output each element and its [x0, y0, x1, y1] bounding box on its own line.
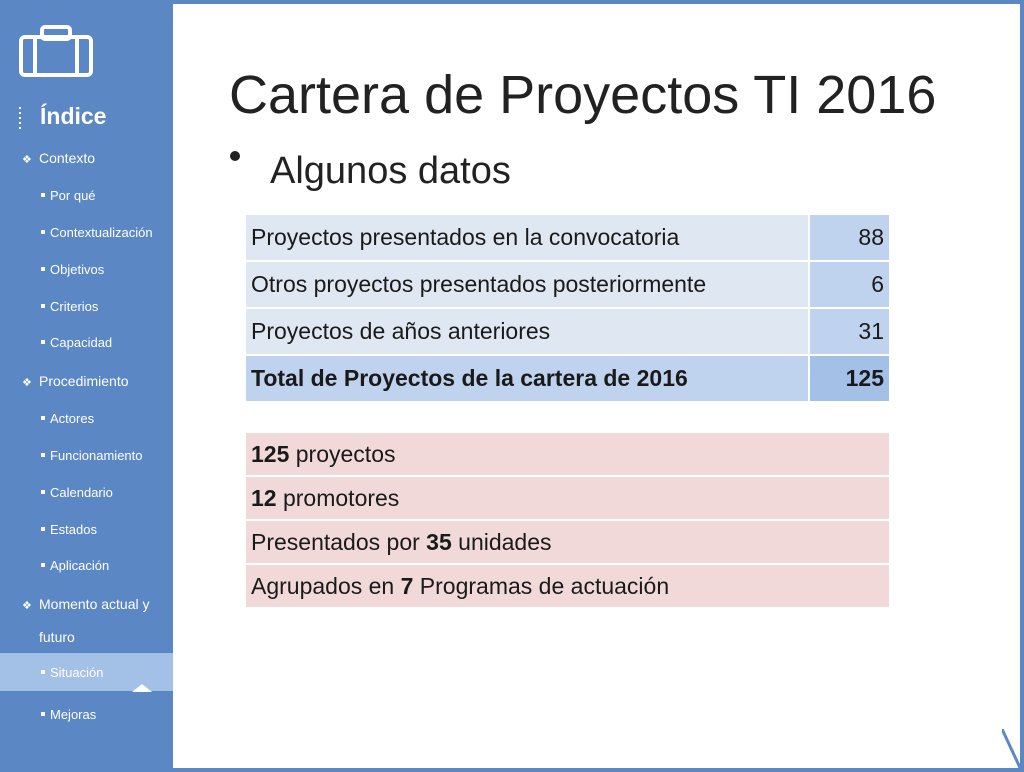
square-bullet-icon — [41, 416, 45, 420]
briefcase-icon — [19, 25, 93, 79]
square-bullet-icon — [41, 340, 45, 344]
summary-cell: Presentados por 35 unidades — [246, 521, 889, 565]
summary-row — [246, 477, 889, 521]
summary-cell: Agrupados en 7 Programas de actuación — [246, 565, 889, 609]
row-label: Proyectos de años anteriores — [246, 309, 810, 356]
diamond-bullet-icon: ❖ — [22, 154, 32, 166]
row-label: Proyectos presentados en la convocatoria — [246, 215, 810, 262]
square-bullet-icon — [41, 304, 45, 308]
row-label: Otros proyectos presentados posteriormente — [246, 262, 810, 309]
slide-title: Cartera de Proyectos TI 2016 — [229, 65, 937, 125]
summary-cell: 12 promotores — [246, 477, 889, 521]
nav-item-aplicacion[interactable]: Aplicación — [41, 558, 109, 573]
index-title: Índice — [40, 103, 107, 129]
row-value: 88 — [810, 215, 889, 262]
square-bullet-icon — [41, 712, 45, 716]
bullet-icon — [230, 151, 240, 161]
nav-section-momento-actual[interactable]: ❖ Momento actual y futuro — [22, 589, 150, 653]
nav-item-actores[interactable]: Actores — [41, 411, 94, 426]
nav-item-mejoras[interactable]: Mejoras — [41, 707, 96, 722]
nav-item-calendario[interactable]: Calendario — [41, 485, 113, 500]
table-row — [246, 215, 889, 262]
square-bullet-icon — [41, 267, 45, 271]
corner-decoration — [1002, 729, 1024, 772]
nav-section-procedimiento[interactable]: ❖ Procedimiento — [22, 366, 129, 399]
square-bullet-icon — [41, 563, 45, 567]
summary-cell: 125 proyectos — [246, 433, 889, 477]
square-bullet-icon — [41, 527, 45, 531]
square-bullet-icon — [41, 670, 45, 674]
nav-item-contextualizacion[interactable]: Contextualización — [41, 225, 153, 240]
nav-item-situacion[interactable]: Situación — [41, 665, 103, 680]
active-item-notch — [132, 684, 152, 692]
nav-item-estados[interactable]: Estados — [41, 522, 97, 537]
nav-item-objetivos[interactable]: Objetivos — [41, 262, 104, 277]
sidebar — [0, 0, 173, 768]
total-label: Total de Proyectos de la cartera de 2016 — [246, 356, 810, 403]
summary-row — [246, 565, 889, 609]
nav-section-contexto[interactable]: ❖ Contexto — [22, 143, 95, 176]
dotted-line-icon — [16, 106, 24, 132]
square-bullet-icon — [41, 490, 45, 494]
square-bullet-icon — [41, 193, 45, 197]
nav-item-funcionamiento[interactable]: Funcionamiento — [41, 448, 143, 463]
square-bullet-icon — [41, 453, 45, 457]
diamond-bullet-icon: ❖ — [22, 377, 32, 389]
bullet-text: Algunos datos — [270, 150, 511, 192]
nav-item-criterios[interactable]: Criterios — [41, 299, 98, 314]
summary-row — [246, 521, 889, 565]
diamond-bullet-icon: ❖ — [22, 600, 32, 612]
slide-content — [173, 4, 1020, 768]
nav-item-capacidad[interactable]: Capacidad — [41, 335, 112, 350]
summary-table — [246, 433, 889, 609]
table-row — [246, 262, 889, 309]
row-value: 6 — [810, 262, 889, 309]
total-value: 125 — [810, 356, 889, 403]
table-row — [246, 309, 889, 356]
summary-row — [246, 433, 889, 477]
row-value: 31 — [810, 309, 889, 356]
table-total-row — [246, 356, 889, 403]
data-table — [246, 215, 889, 403]
nav-item-por-que[interactable]: Por qué — [41, 188, 96, 203]
square-bullet-icon — [41, 230, 45, 234]
